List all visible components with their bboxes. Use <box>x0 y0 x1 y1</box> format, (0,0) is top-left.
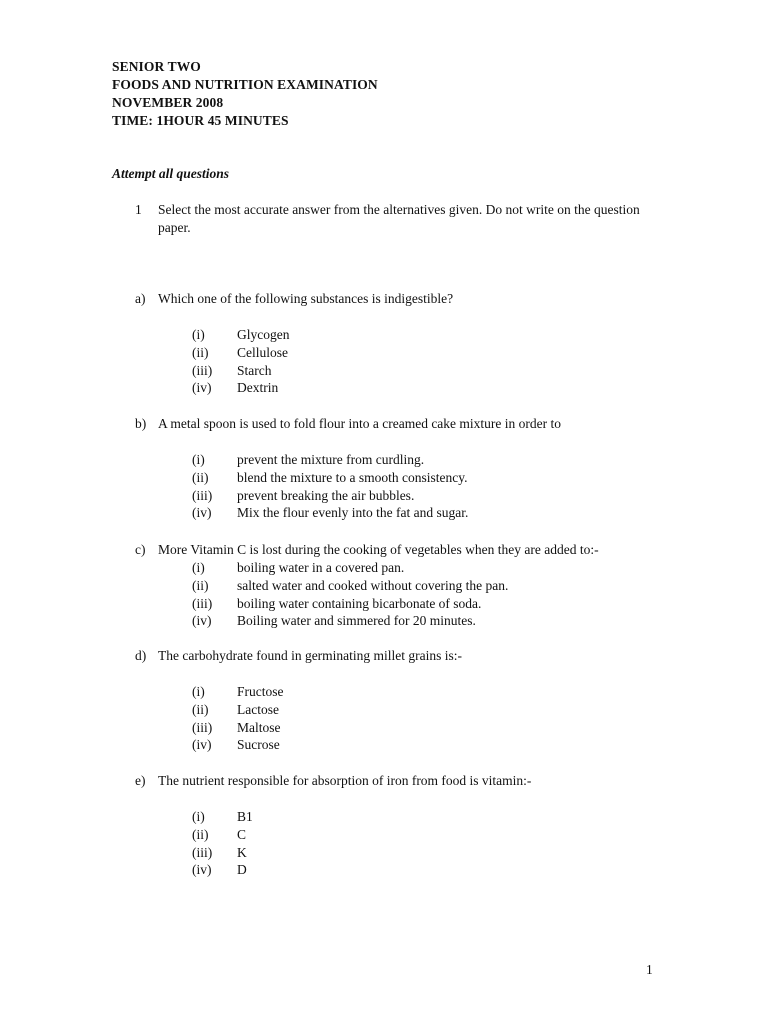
option <box>192 469 695 487</box>
option-text: Starch <box>237 362 272 378</box>
subquestion-text: The nutrient responsible for absorption of iron from food is vitamin:- <box>158 773 532 788</box>
option <box>192 595 695 613</box>
subquestion-letter: e) <box>135 773 146 788</box>
option-text: salted water and cooked without covering the pan. <box>237 577 509 593</box>
option-numeral: (i) <box>192 327 205 342</box>
header-class: SENIOR TWO <box>112 59 201 74</box>
option-numeral: (i) <box>192 809 205 824</box>
instruction: Attempt all questions <box>112 166 230 181</box>
subquestion-letter: b) <box>135 416 147 431</box>
option-text: Fructose <box>237 684 284 699</box>
option-list <box>192 451 695 522</box>
option-text: Boiling water and simmered for 20 minutes. <box>237 613 476 629</box>
option-numeral: (iv) <box>192 505 212 521</box>
option-numeral: (i) <box>192 684 205 699</box>
option <box>192 736 695 754</box>
option-text: boiling water containing bicarbonate of soda. <box>237 595 482 611</box>
option-numeral: (i) <box>192 452 205 467</box>
option-list <box>192 808 695 879</box>
option <box>192 701 695 719</box>
question-1 <box>135 201 655 237</box>
option <box>192 612 695 630</box>
option <box>192 844 695 862</box>
option <box>192 379 695 397</box>
option <box>192 683 695 701</box>
option-numeral: (iv) <box>192 737 212 753</box>
option-text: Sucrose <box>237 737 280 753</box>
option-numeral: (ii) <box>192 701 209 717</box>
header-date: NOVEMBER 2008 <box>112 95 224 110</box>
option-numeral: (ii) <box>192 344 209 360</box>
exam-header <box>112 58 378 130</box>
option <box>192 861 695 879</box>
option-list <box>192 326 695 397</box>
header-subject: FOODS AND NUTRITION EXAMINATION <box>112 77 378 92</box>
question-number: 1 <box>135 202 142 217</box>
option-text: blend the mixture to a smooth consistency. <box>237 469 468 485</box>
subquestion-letter: a) <box>135 291 146 306</box>
subquestion-d <box>135 647 695 754</box>
option-numeral: (iii) <box>192 719 213 735</box>
option-numeral: (iii) <box>192 362 213 378</box>
option <box>192 487 695 505</box>
option-numeral: (iii) <box>192 595 213 611</box>
option-numeral: (iii) <box>192 487 213 503</box>
subquestion-text: A metal spoon is used to fold flour into a creamed cake mixture in order to <box>158 416 562 431</box>
subquestion-text: More Vitamin C is lost during the cooking of vegetables when they are added to:- <box>158 542 599 557</box>
subquestion-e <box>135 772 695 879</box>
option <box>192 451 695 469</box>
option-text: C <box>237 826 247 842</box>
option <box>192 326 695 344</box>
subquestion-letter: c) <box>135 542 146 557</box>
subquestion-b <box>135 415 695 522</box>
subquestion-letter: d) <box>135 648 147 663</box>
option <box>192 504 695 522</box>
option-numeral: (iv) <box>192 613 212 629</box>
option-text: prevent breaking the air bubbles. <box>237 487 415 503</box>
option-numeral: (ii) <box>192 826 209 842</box>
option-list <box>192 683 695 754</box>
option-text: K <box>237 844 247 860</box>
option-numeral: (i) <box>192 560 205 575</box>
subquestion-text: The carbohydrate found in germinating millet grains is:- <box>158 648 463 663</box>
question-text: Select the most accurate answer from the alternatives given. Do not write on the question paper. <box>158 202 640 235</box>
option-numeral: (iii) <box>192 844 213 860</box>
option-text: Mix the flour evenly into the fat and sugar. <box>237 505 469 521</box>
option-numeral: (iv) <box>192 862 212 878</box>
option <box>192 808 695 826</box>
option <box>192 559 695 577</box>
option-numeral: (ii) <box>192 577 209 593</box>
option-numeral: (ii) <box>192 469 209 485</box>
option-text: B1 <box>237 809 253 824</box>
option-text: Maltose <box>237 719 281 735</box>
option-text: Lactose <box>237 701 279 717</box>
option-text: Dextrin <box>237 380 279 396</box>
page-number: 1 <box>646 962 653 977</box>
option-text: D <box>237 862 247 878</box>
option <box>192 577 695 595</box>
option <box>192 344 695 362</box>
option-text: Glycogen <box>237 327 290 342</box>
subquestion-c <box>135 541 695 630</box>
option <box>192 719 695 737</box>
option-text: Cellulose <box>237 344 288 360</box>
option-text: prevent the mixture from curdling. <box>237 452 425 467</box>
option <box>192 362 695 380</box>
subquestion-text: Which one of the following substances is indigestible? <box>158 291 454 306</box>
header-time: TIME: 1HOUR 45 MINUTES <box>112 113 289 128</box>
subquestion-a <box>135 290 695 397</box>
option <box>192 826 695 844</box>
option-list <box>192 559 695 630</box>
option-numeral: (iv) <box>192 380 212 396</box>
option-text: boiling water in a covered pan. <box>237 560 405 575</box>
